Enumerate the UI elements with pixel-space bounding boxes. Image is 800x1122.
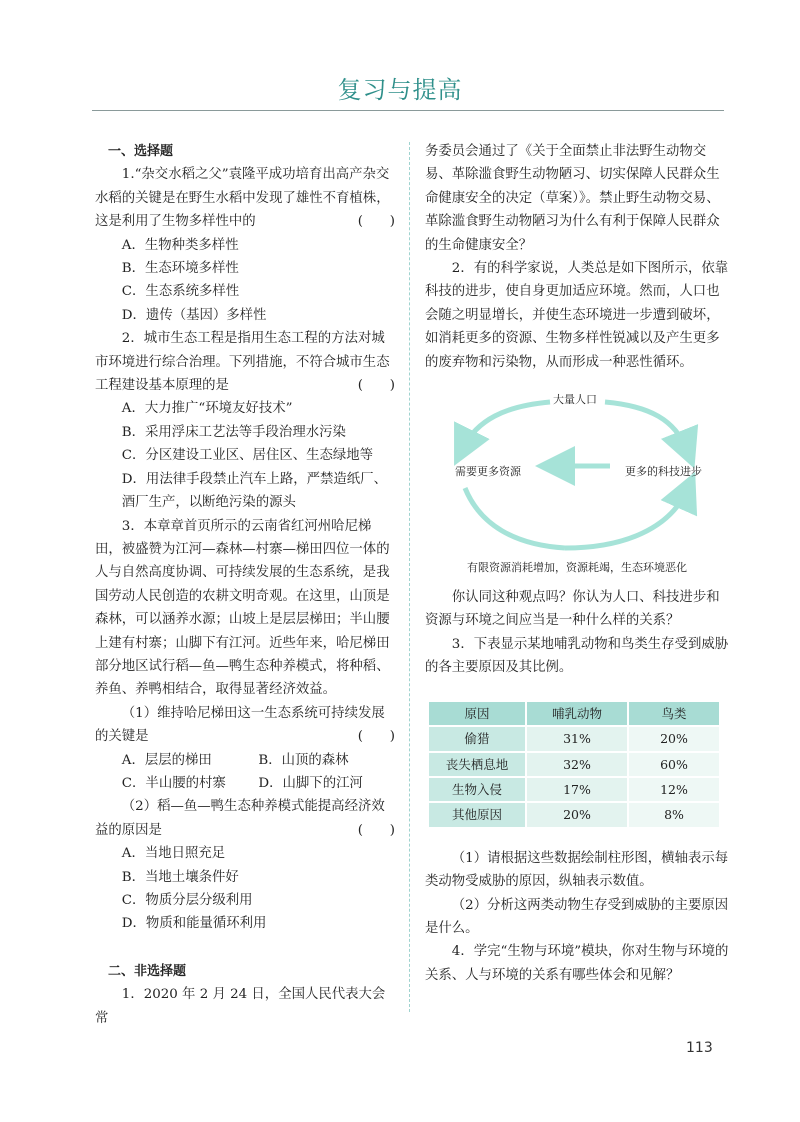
nonchoice-question-3-stem: 3．下表显示某地哺乳动物和鸟类生存受到威胁的各主要原因及其比例。: [425, 636, 729, 676]
q1-option-d: D．遗传（基因）多样性: [121, 307, 267, 323]
table-header-cell: 原因: [429, 702, 525, 725]
table-cell-reason: 生物入侵: [429, 778, 525, 801]
table-cell-mammal: 20%: [527, 803, 627, 826]
q3-sub1-options-cd: [95, 772, 395, 795]
left-column: [95, 140, 395, 1030]
q3-sub2-option-b: B．当地土壤条件好: [121, 869, 239, 885]
table-row: [429, 727, 719, 750]
question-2-stem: 2．城市生态工程是指用生态工程的方法对城市环境进行综合治理。下列措施，不符合城市生态工程建设基本原理的是 ( ): [95, 327, 395, 397]
nonchoice-question-2-stem: 2．有的科学家说，人类总是如下图所示，依靠科技的进步，使自身更加适应环境。然而，人口也会随之明显增长，并使生态环境进一步遭到破坏，如消耗更多的资源、生物多样性锐减以及产生更多的废弃物和污染物，从而形成一种恶性循环。: [425, 261, 729, 370]
table-row: [429, 778, 719, 801]
arrow-bottom-right: [565, 490, 687, 548]
cycle-diagram: [425, 380, 730, 580]
table-cell-bird: 8%: [629, 803, 719, 826]
table-cell-reason: 其他原因: [429, 803, 525, 826]
q2-option-c: C．分区建设工业区、居住区、生态绿地等: [121, 448, 374, 464]
title-divider: [92, 110, 724, 111]
q2-option-d: D．用法律手段禁止汽车上路，严禁造纸厂、酒厂生产，以断绝污染的源头: [121, 471, 387, 511]
arrow-top-right: [605, 402, 687, 450]
table-cell-mammal: 32%: [527, 753, 627, 776]
table-cell-bird: 20%: [629, 727, 719, 750]
threat-table: [427, 700, 721, 829]
page-title: 复习与提高: [337, 76, 463, 104]
q2-option-b: B．采用浮床工艺法等手段治理水污染: [121, 424, 346, 440]
q1-option-c: C．生态系统多样性: [121, 284, 240, 300]
table-header-cell: 鸟类: [629, 702, 719, 725]
section-title-choice: 一、选择题: [108, 144, 174, 159]
table-cell-bird: 60%: [629, 753, 719, 776]
nonchoice-question-3-sub2: （2）分析这两类动物生存受到威胁的主要原因是什么。: [425, 897, 729, 936]
q1-option-b: B．生态环境多样性: [121, 261, 239, 277]
page-number: 113: [686, 1040, 713, 1056]
q3-sub2-option-d: D．物质和能量循环利用: [121, 916, 267, 932]
table-cell-mammal: 17%: [527, 778, 627, 801]
diagram-label-population: 大量人口: [553, 393, 597, 407]
q3-sub2-option-c: C．物质分层分级利用: [121, 893, 253, 908]
table-row: [429, 753, 719, 776]
question-1-stem: 1.“杂交水稻之父”袁隆平成功培育出高产杂交水稻的关键是在野生水稻中发现了雄性不育植株，这是利用了生物多样性中的 ( ): [95, 163, 395, 233]
diagram-label-technology: 更多的科技进步: [625, 465, 702, 479]
q3-sub1: （1）维持哈尼梯田这一生态系统可持续发展的关键是 ( ): [95, 702, 395, 749]
table-header-cell: 哺乳动物: [527, 702, 627, 725]
q3-sub2: （2）稻—鱼—鸭生态种养模式能提高经济效益的原因是 ( ): [95, 795, 395, 842]
diagram-label-resources: 需要更多资源: [455, 465, 521, 479]
q3-sub1-option-a: A．层层的梯田: [121, 752, 212, 768]
table-header-row: [429, 702, 719, 725]
table-cell-reason: 偷猎: [429, 727, 525, 750]
answer-bracket: ( ): [357, 729, 395, 745]
question-3-stem: 3．本章章首页所示的云南省红河州哈尼梯田，被盛赞为江河—森林—村寨—梯田四位一体的人与自然高度协调、可持续发展的生态系统，是我国劳动人民创造的农耕文明奇观。在这里，山顶是森林，可以涵养水源；山坡上是层层梯田；半山腰上建有村寨；山脚下有江河。近些年来，哈尼梯田部分地区试行稻—鱼—鸭生态种养模式，将种稻、养鱼、养鸭相结合，取得显著经济效益。: [95, 518, 390, 698]
answer-bracket: ( ): [357, 822, 395, 838]
arrow-bottom-left: [465, 488, 565, 548]
nonchoice-question-2-ask: 你认同这种观点吗？你认为人口、科技进步和资源与环境之间应当是一种什么样的关系？: [425, 590, 720, 629]
q3-sub1-option-d: D．山脚下的江河: [258, 775, 363, 791]
table-cell-mammal: 31%: [527, 727, 627, 750]
diagram-label-consequence: 有限资源消耗增加，资源耗竭，生态环境恶化: [467, 561, 687, 575]
q1-option-a: A．生物种类多样性: [121, 237, 239, 253]
answer-bracket: ( ): [357, 214, 395, 230]
q3-sub1-option-c: C．半山腰的村寨: [121, 775, 226, 791]
q3-sub2-option-a: A．当地日照充足: [121, 846, 226, 862]
nonchoice-question-4: 4．学完“生物与环境”模块，你对生物与环境的关系、人与环境的关系有哪些体会和见解？: [425, 944, 729, 983]
table-cell-reason: 丧失栖息地: [429, 753, 525, 776]
arrow-top-left: [463, 402, 550, 448]
nonchoice-question-1-cont: 务委员会通过了《关于全面禁止非法野生动物交易、革除滥食野生动物陋习、切实保障人民群众生命健康安全的决定（草案）》。禁止野生动物交易、革除滥食野生动物陋习为什么有利于保障人民群众的生命健康安全？: [425, 144, 720, 253]
answer-bracket: ( ): [357, 378, 395, 394]
right-column: [425, 140, 730, 987]
q2-option-a: A．大力推广“环境友好技术”: [121, 401, 293, 417]
q3-sub1-options-ab: [95, 749, 395, 772]
nonchoice-question-3-sub1: （1）请根据这些数据绘制柱形图，横轴表示每类动物受威胁的原因，纵轴表示数值。: [425, 850, 729, 890]
column-divider: [409, 142, 410, 1012]
section-title-nonchoice: 二、非选择题: [108, 963, 187, 979]
table-cell-bird: 12%: [629, 778, 719, 801]
table-row: [429, 803, 719, 826]
q3-sub1-option-b: B．山顶的森林: [258, 752, 349, 768]
nonchoice-question-1-start: 1．2020 年 2 月 24 日，全国人民代表大会常: [95, 987, 386, 1026]
